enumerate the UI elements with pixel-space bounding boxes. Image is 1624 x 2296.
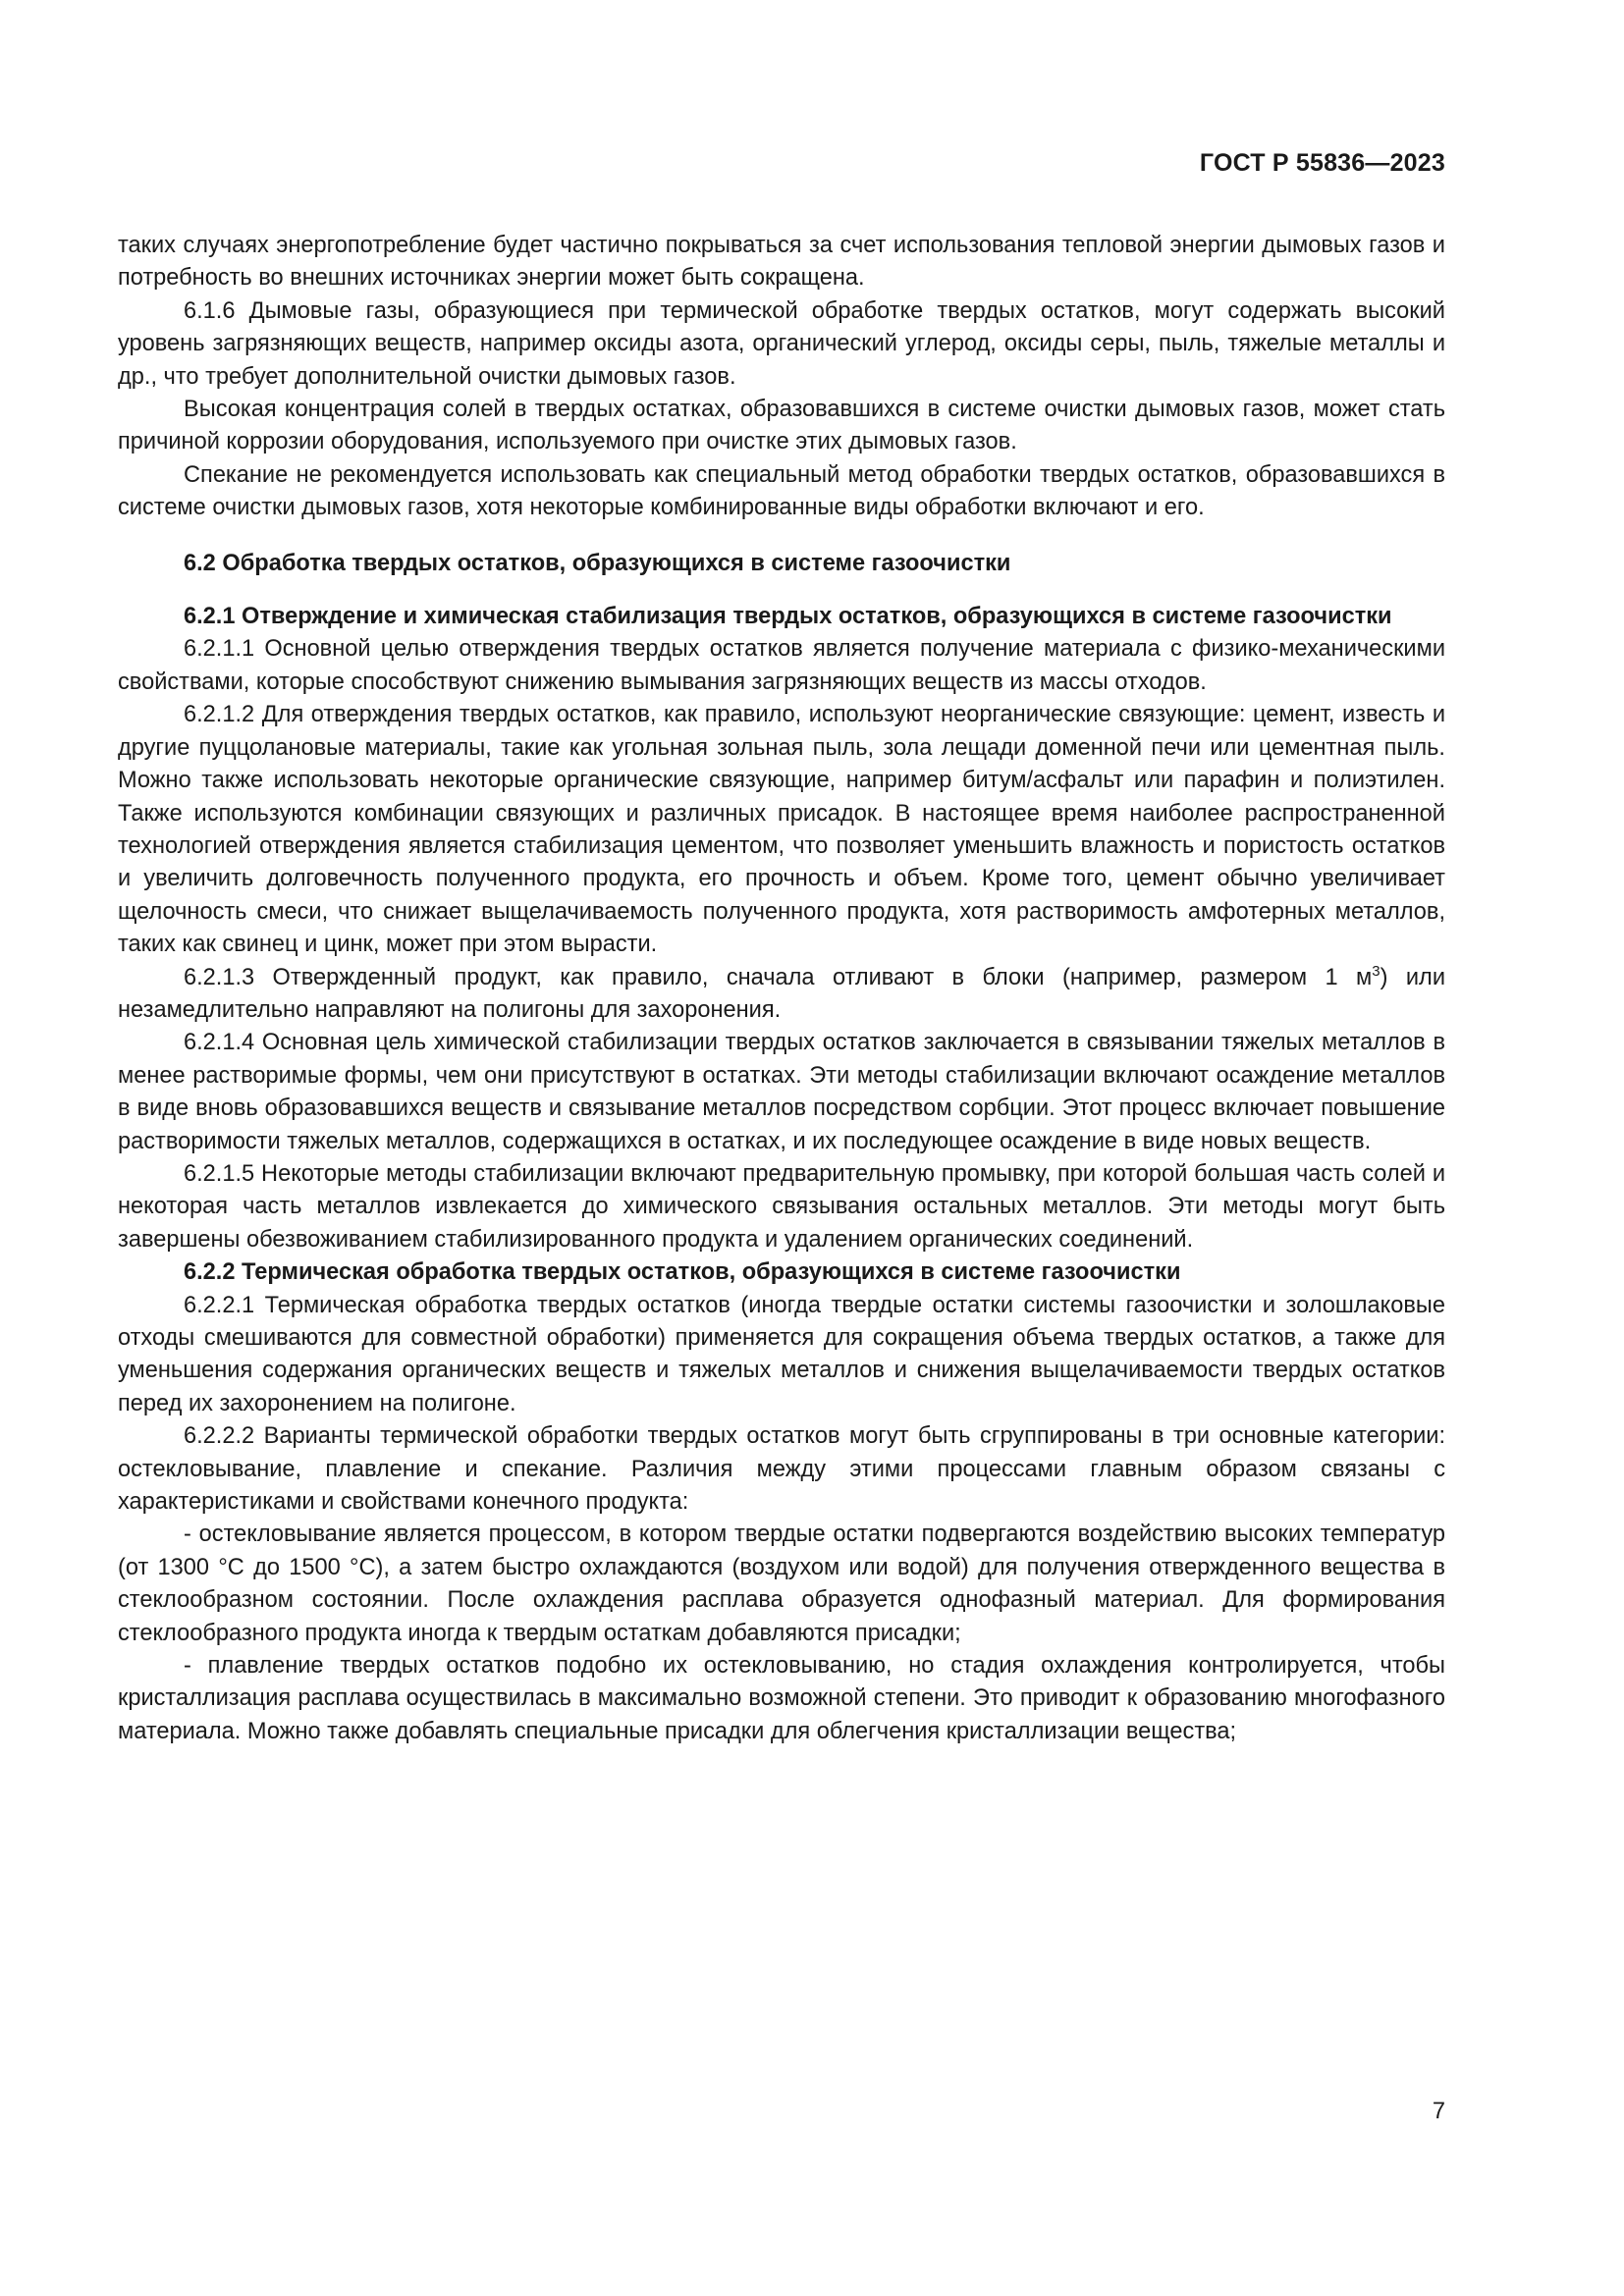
subsection-heading-6-2-1: 6.2.1 Отверждение и химическая стабилизация твердых остатков, образующихся в системе газоочистки: [184, 604, 1392, 630]
subsection-heading-6-2-2: 6.2.2 Термическая обработка твердых остатков, образующихся в системе газоочистки: [184, 1259, 1181, 1286]
paragraph-6-2-1-5: 6.2.1.5 Некоторые методы стабилизации включают предварительную промывку, при которой большая часть солей и некоторая часть металлов извлекается до химического связывания остальных металлов. Эти методы могут быть завершены обезвоживанием стабилизированного продукта и удалением органических соединений.: [118, 1160, 1445, 1253]
paragraph-6-2-1-2: 6.2.1.2 Для отверждения твердых остатков, как правило, используют неорганические связующие: цемент, известь и другие пуццолановые материалы, такие как угольная зольная пыль, зола лещади доменной печи или цементная пыль. Можно также использовать некоторые органические связующие, например битум/асфальт или парафин и полиэтилен. Также используются комбинации связующих и различных присадок. В настоящее время наиболее распространенной технологией отверждения является стабилизация цементом, что позволяет уменьшить влажность и пористость остатков и увеличить долговечность полученного продукта, его прочность и объем. Кроме того, цемент обычно увеличивает щелочность смеси, что снижает выщелачиваемость полученного продукта, хотя растворимость амфотерных металлов, таких как свинец и цинк, может при этом вырасти.: [118, 702, 1445, 958]
paragraph-6-2-1-3-text-end: ) или незамедлительно направляют на полигоны для захоронения.: [118, 964, 1445, 1023]
cubic-superscript: 3: [1372, 962, 1380, 980]
section-heading-6-2: 6.2 Обработка твердых остатков, образующихся в системе газоочистки: [184, 550, 1011, 576]
paragraph-6-2-2-1: 6.2.2.1 Термическая обработка твердых остатков (иногда твердые остатки системы газоочистки и золошлаковые отходы смешиваются для совместной обработки) применяется для сокращения объема твердых остатков, а также для уменьшения содержания органических веществ и тяжелых металлов и снижения выщелачиваемости твердых остатков перед их захоронением на полигоне.: [118, 1292, 1445, 1416]
paragraph-6-2-1-3-text-start: 6.2.1.3 Отвержденный продукт, как правило, сначала отливают в блоки (например, размером 1 м: [184, 964, 1373, 990]
document-header-standard-id: ГОСТ Р 55836—2023: [1199, 149, 1445, 177]
document-body: [118, 230, 1445, 1748]
page-number: 7: [1432, 2099, 1445, 2124]
paragraph-6-2-2-2: 6.2.2.2 Варианты термической обработки твердых остатков могут быть сгруппированы в три основные категории: остекловывание, плавление и спекание. Различия между этими процессами главным образом связаны с характеристиками и свойствами конечного продукта:: [118, 1423, 1445, 1516]
list-item-vitrification: - остекловывание является процессом, в котором твердые остатки подвергаются воздействию высоких температур (от 1300 °C до 1500 °C), а затем быстро охлаждаются (воздухом или водой) для получения отвержденного вещества в стеклообразном состоянии. После охлаждения расплава образуется однофазный материал. Для формирования стеклообразного продукта иногда к твердым остаткам добавляются присадки;: [118, 1522, 1445, 1646]
paragraph-6-2-1-4: 6.2.1.4 Основная цель химической стабилизации твердых остатков заключается в связывании тяжелых металлов в менее растворимые формы, чем они присутствуют в остатках. Эти методы стабилизации включают осаждение металлов в виде вновь образовавшихся веществ и связывание металлов посредством сорбции. Этот процесс включает повышение растворимости тяжелых металлов, содержащихся в остатках, и их последующее осаждение в виде новых веществ.: [118, 1030, 1445, 1154]
paragraph-salts-corrosion: Высокая концентрация солей в твердых остатках, образовавшихся в системе очистки дымовых газов, может стать причиной коррозии оборудования, используемого при очистке этих дымовых газов.: [118, 397, 1445, 455]
paragraph-sintering: Спекание не рекомендуется использовать как специальный метод обработки твердых остатков, образовавшихся в системе очистки дымовых газов, хотя некоторые комбинированные виды обработки включают и его.: [118, 461, 1445, 521]
paragraph-6-1-6: 6.1.6 Дымовые газы, образующиеся при термической обработке твердых остатков, могут содержать высокий уровень загрязняющих веществ, например оксиды азота, органический углерод, оксиды серы, пыль, тяжелые металлы и др., что требует дополнительной очистки дымовых газов.: [118, 297, 1445, 390]
paragraph-6-2-1-3: [118, 962, 1445, 1028]
paragraph-continuation: таких случаях энергопотребление будет частично покрываться за счет использования тепловой энергии дымовых газов и потребность во внешних источниках энергии может быть сокращена.: [118, 233, 1445, 292]
list-item-melting: - плавление твердых остатков подобно их остекловыванию, но стадия охлаждения контролируется, чтобы кристаллизация расплава осуществилась в максимально возможной степени. Это приводит к образованию многофазного материала. Можно также добавлять специальные присадки для облегчения кристаллизации вещества;: [118, 1653, 1445, 1744]
paragraph-6-2-1-1: 6.2.1.1 Основной целью отверждения твердых остатков является получение материала с физико-механическими свойствами, которые способствуют снижению вымывания загрязняющих веществ из массы отходов.: [118, 636, 1445, 695]
